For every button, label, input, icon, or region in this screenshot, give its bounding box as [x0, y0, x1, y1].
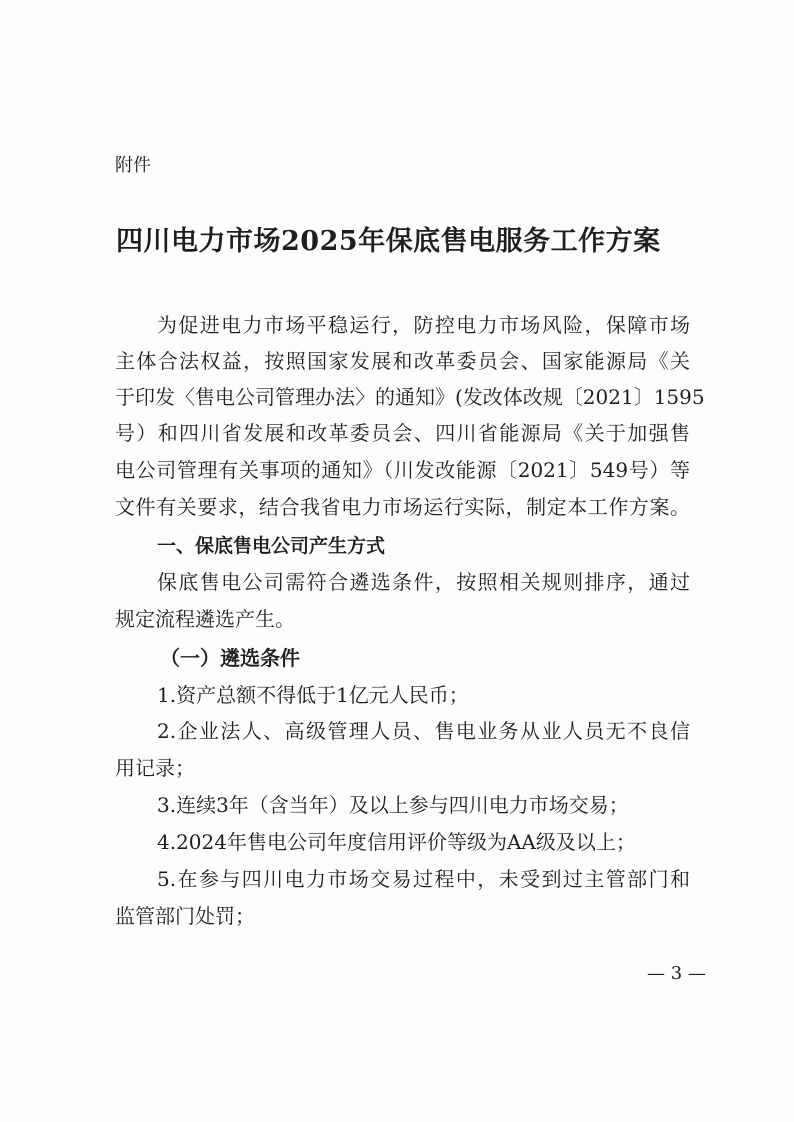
intro-line-3: 于印发〈售电公司管理办法〉的通知》(发改体改规〔2021〕1595 [115, 385, 705, 409]
condition-5-line-1: 5.在参与四川电力市场交易过程中，未受到过主管部门和 [157, 867, 690, 891]
page-number: — 3 — [647, 963, 706, 984]
condition-4: 4.2024年售电公司年度信用评价等级为AA级及以上； [157, 830, 636, 854]
condition-1: 1.资产总额不得低于1亿元人民币； [157, 683, 469, 707]
subsection-1-heading: （一）遴选条件 [160, 646, 300, 670]
attachment-label: 附件 [115, 155, 151, 176]
condition-5-line-2: 监管部门处罚； [115, 904, 255, 928]
section-1-line-1: 保底售电公司需符合遴选条件，按照相关规则排序，通过 [157, 570, 690, 594]
intro-line-5: 电公司管理有关事项的通知》（川发改能源〔2021〕549号）等 [115, 458, 690, 482]
section-1-line-2: 规定流程遴选产生。 [115, 607, 295, 631]
intro-line-4: 号）和四川省发展和改革委员会、四川省能源局《关于加强售 [115, 421, 690, 445]
section-1-heading: 一、保底售电公司产生方式 [157, 535, 386, 557]
intro-line-6: 文件有关要求，结合我省电力市场运行实际，制定本工作方案。 [115, 495, 690, 519]
intro-line-1: 为促进电力市场平稳运行，防控电力市场风险，保障市场 [157, 313, 690, 337]
document-title: 四川电力市场2025年保底售电服务工作方案 [116, 226, 661, 257]
condition-2-line-1: 2.企业法人、高级管理人员、售电业务从业人员无不良信 [157, 719, 690, 743]
condition-3: 3.连续3年（含当年）及以上参与四川电力市场交易； [157, 793, 629, 817]
condition-2-line-2: 用记录； [115, 756, 195, 780]
intro-line-2: 主体合法权益，按照国家发展和改革委员会、国家能源局《关 [115, 349, 690, 373]
